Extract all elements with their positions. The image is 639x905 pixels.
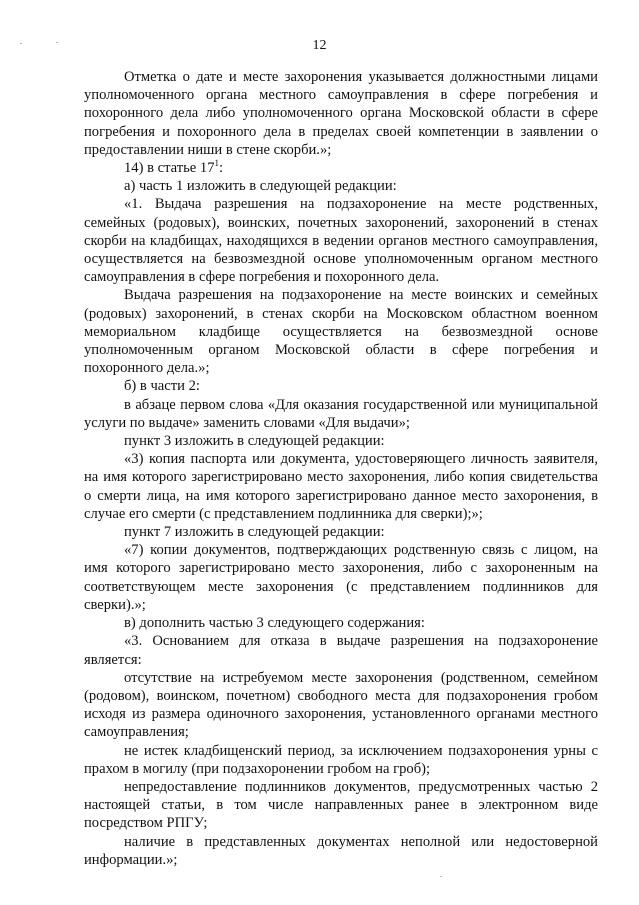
- scan-speck: [440, 876, 442, 877]
- document-body: [84, 68, 598, 869]
- paragraph-9: «3) копия паспорта или документа, удостоверяющего личность заявителя, на имя которого зарегистрировано место захоронения, либо копия свидетельства о смерти лица, на имя которого зарегистрировано данное место захоронения, в случае его смерти (с представлением подлинника для сверки);»;: [84, 451, 598, 522]
- paragraph-6: б) в части 2:: [124, 378, 200, 395]
- paragraph-13: «3. Основанием для отказа в выдаче разрешения на подзахоронение является:: [84, 633, 598, 668]
- paragraph-1: Отметка о дате и месте захоронения указывается должностными лицами уполномоченного органа местного самоуправления в сфере погребения и похоронного дела либо уполномоченного органа Московской области в сфере погребения и похоронного дела в пределах своей компетенции в заявлении о предоставлении ниши в стене скорби.»;: [84, 69, 598, 158]
- paragraph-14: отсутствие на истребуемом месте захоронения (родственном, семейном (родовом), воинском, почетном) свободного места для подзахоронения гробом исходя из размера одиночного захоронения, установленного органами местного самоуправления;: [84, 669, 598, 741]
- paragraph-17: наличие в представленных документах неполной или недостоверной информации.»;: [84, 833, 598, 868]
- paragraph-11: «7) копии документов, подтверждающих родственную связь с лицом, на имя которого зарегистрировано место захоронения, либо с захороненным на соответствующем месте захоронения (с представлением подлинников для сверки).»;: [84, 542, 598, 613]
- article-item-superscript: 1: [214, 158, 220, 169]
- scan-speck: [56, 42, 58, 43]
- article-item-prefix: 14) в статье 17: [124, 160, 215, 177]
- paragraph-7: в абзаце первом слова «Для оказания государственной или муниципальной услуги по выдаче» заменить словами «Для выдачи»;: [84, 396, 598, 431]
- paragraph-4: «1. Выдача разрешения на подзахоронение на месте родственных, семейных (родовых), воинских, почетных захоронений, захоронений в стенах скорби на кладбищах, находящихся в ведении органов местного самоуправления, осуществляется на безвозмездной основе уполномоченным органом местного самоуправления в сфере погребения и похоронного дела.: [84, 196, 598, 286]
- paragraph-3: а) часть 1 изложить в следующей редакции:: [124, 178, 397, 195]
- article-item-suffix: :: [219, 160, 224, 177]
- scan-speck: [20, 43, 22, 44]
- paragraph-15: не истек кладбищенский период, за исключением подзахоронения урны с прахом в могилу (при подзахоронении гробом на гроб);: [84, 742, 598, 777]
- paragraph-10: пункт 7 изложить в следующей редакции:: [124, 524, 385, 541]
- page-number: 12: [312, 38, 327, 53]
- paragraph-12: в) дополнить частью 3 следующего содержания:: [124, 615, 425, 632]
- paragraph-8: пункт 3 изложить в следующей редакции:: [124, 433, 385, 450]
- paragraph-16: непредоставление подлинников документов, предусмотренных частью 2 настоящей статьи, в том числе направленных ранее в электронном виде посредством РПГУ;: [84, 778, 598, 832]
- paragraph-article-item: [84, 159, 598, 177]
- paragraph-5: Выдача разрешения на подзахоронение на месте воинских и семейных (родовых) захоронений, в стенах скорби на Московском областном военном мемориальном кладбище осуществляется на безвозмездной основе уполномоченным органом Московской области в сфере погребения и похоронного дела.»;: [84, 287, 598, 377]
